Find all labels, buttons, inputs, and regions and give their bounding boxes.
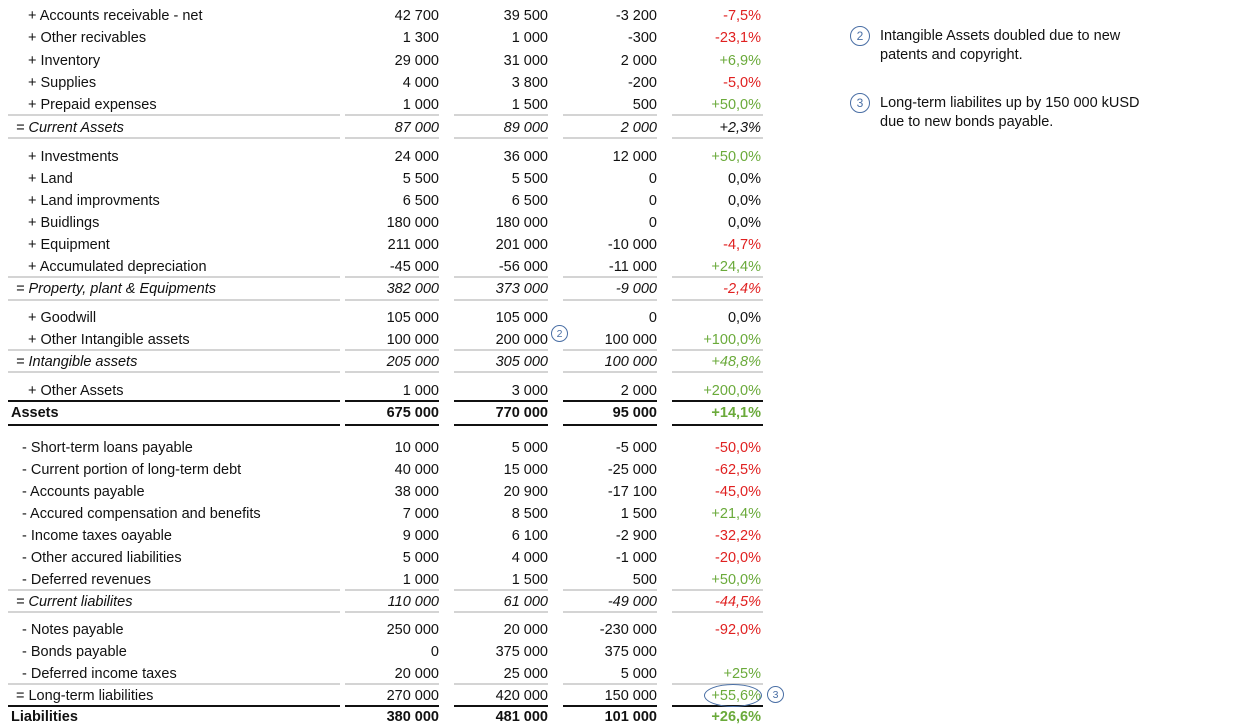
value-prior: 1 300 <box>402 30 439 46</box>
value-percent: -92,0% <box>715 622 761 638</box>
table-row <box>0 234 770 256</box>
value-change: 2 000 <box>620 120 657 136</box>
value-prior: 180 000 <box>386 215 439 231</box>
value-percent: +200,0% <box>703 383 761 399</box>
value-prior: 20 000 <box>394 666 439 682</box>
value-prior: 5 000 <box>402 550 439 566</box>
value-percent: 0,0% <box>727 193 761 209</box>
value-current: 25 000 <box>503 666 548 682</box>
value-change: 5 000 <box>620 666 657 682</box>
value-prior: 6 500 <box>402 193 439 209</box>
highlight-oval <box>704 684 762 707</box>
value-change: -11 000 <box>608 259 657 275</box>
value-percent: -4,7% <box>723 237 761 253</box>
value-current: 420 000 <box>495 688 548 704</box>
table-row <box>0 481 770 503</box>
value-current: 375 000 <box>495 644 548 660</box>
note-2-text: Intangible Assets doubled due to new patents and copyright. <box>880 28 1121 63</box>
table-row <box>0 190 770 212</box>
table-row <box>0 402 770 424</box>
value-prior: 5 500 <box>402 171 439 187</box>
row-label: + Investments <box>28 149 119 165</box>
table-row <box>0 619 770 641</box>
value-current: -56 000 <box>498 259 548 275</box>
value-prior: 382 000 <box>386 281 439 297</box>
value-prior: 380 000 <box>386 709 439 725</box>
row-label: + Equipment <box>28 237 110 253</box>
note-3-text: Long-term liabilites up by 150 000 kUSD due to new bonds payable. <box>880 95 1140 130</box>
value-prior: 9 000 <box>402 528 439 544</box>
value-percent: +21,4% <box>711 506 761 522</box>
value-prior: 29 000 <box>394 53 439 69</box>
value-current: 770 000 <box>495 405 548 421</box>
value-percent: -45,0% <box>715 484 761 500</box>
value-change: -2 900 <box>615 528 657 544</box>
value-percent: -32,2% <box>715 528 761 544</box>
table-row <box>0 351 770 373</box>
row-label: + Accounts receivable - net <box>28 8 203 24</box>
value-change: -1 000 <box>615 550 657 566</box>
value-current: 20 900 <box>503 484 548 500</box>
table-row <box>0 5 770 27</box>
value-prior: 24 000 <box>394 149 439 165</box>
value-change: -230 000 <box>599 622 657 638</box>
value-change: 500 <box>632 97 657 113</box>
value-percent <box>672 641 761 663</box>
value-change: 500 <box>632 572 657 588</box>
value-current: 1 500 <box>511 97 548 113</box>
value-current: 180 000 <box>495 215 548 231</box>
value-percent: +55,6% <box>711 688 761 704</box>
value-prior: 1 000 <box>402 572 439 588</box>
row-label: - Accured compensation and benefits <box>22 506 261 522</box>
table-row <box>0 437 770 459</box>
value-prior: 40 000 <box>394 462 439 478</box>
value-change: 0 <box>648 215 657 231</box>
table-row <box>0 146 770 168</box>
table-row <box>0 569 770 591</box>
value-current: 1 500 <box>511 572 548 588</box>
value-percent: -23,1% <box>715 30 761 46</box>
value-change: 375 000 <box>604 644 657 660</box>
value-change: 150 000 <box>604 688 657 704</box>
value-prior: 270 000 <box>386 688 439 704</box>
row-label: + Inventory <box>28 53 101 69</box>
value-current: 201 000 <box>495 237 548 253</box>
row-label: Assets <box>11 405 59 421</box>
table-row <box>0 307 770 329</box>
value-change: 0 <box>648 171 657 187</box>
value-prior: -45 000 <box>389 259 439 275</box>
value-percent: -44,5% <box>715 594 761 610</box>
value-percent: -20,0% <box>715 550 761 566</box>
row-label: + Land <box>28 171 73 187</box>
value-prior: 211 000 <box>387 237 439 253</box>
value-percent: +50,0% <box>711 149 761 165</box>
value-current: 3 800 <box>511 75 548 91</box>
value-prior: 7 000 <box>402 506 439 522</box>
table-row <box>0 72 770 94</box>
value-prior: 675 000 <box>386 405 439 421</box>
row-label: = Property, plant & Equipments <box>16 281 217 297</box>
table-row <box>0 256 770 278</box>
value-percent: -2,4% <box>723 281 761 297</box>
table-row <box>0 547 770 569</box>
value-current: 3 000 <box>511 383 548 399</box>
value-change: 1 500 <box>620 506 657 522</box>
value-percent: +14,1% <box>711 405 761 421</box>
row-label: = Current Assets <box>16 120 124 136</box>
value-change: -17 100 <box>607 484 657 500</box>
value-current: 200 000 <box>495 332 548 348</box>
value-prior: 38 000 <box>394 484 439 500</box>
value-current: 6 500 <box>511 193 548 209</box>
value-current: 481 000 <box>495 709 548 725</box>
table-row <box>0 380 770 402</box>
row-label: Liabilities <box>11 709 78 725</box>
table-row <box>0 591 770 613</box>
row-label: + Prepaid expenses <box>28 97 157 113</box>
value-prior: 10 000 <box>394 440 439 456</box>
table-row <box>0 50 770 72</box>
row-label: - Bonds payable <box>22 644 127 660</box>
value-change: -200 <box>627 75 657 91</box>
table-row <box>0 212 770 234</box>
value-current: 15 000 <box>503 462 548 478</box>
value-prior: 0 <box>430 644 439 660</box>
table-row <box>0 503 770 525</box>
value-change: -300 <box>627 30 657 46</box>
row-label: + Other Assets <box>28 383 124 399</box>
table-row <box>0 117 770 139</box>
value-change: 2 000 <box>620 383 657 399</box>
value-percent: 0,0% <box>727 310 761 326</box>
table-row <box>0 525 770 547</box>
value-percent: +48,8% <box>711 354 761 370</box>
value-prior: 100 000 <box>386 332 439 348</box>
row-label: + Other recivables <box>28 30 147 46</box>
value-current: 61 000 <box>503 594 548 610</box>
table-row <box>0 94 770 116</box>
value-percent: 0,0% <box>727 171 761 187</box>
value-percent: +6,9% <box>719 53 761 69</box>
value-prior: 110 000 <box>387 594 439 610</box>
row-label: + Land improvments <box>28 193 160 209</box>
table-row <box>0 641 770 663</box>
value-change: 0 <box>648 310 657 326</box>
value-current: 20 000 <box>503 622 548 638</box>
value-change: -9 000 <box>615 281 657 297</box>
row-label: + Accumulated depreciation <box>28 259 207 275</box>
value-percent: +26,6% <box>711 709 761 725</box>
value-current: 39 500 <box>503 8 548 24</box>
table-row <box>0 706 770 728</box>
note-3-marker: 3 <box>850 93 870 113</box>
value-change: 0 <box>648 193 657 209</box>
value-current: 1 000 <box>511 30 548 46</box>
row-label: = Current liabilites <box>16 594 133 610</box>
value-prior: 1 000 <box>402 97 439 113</box>
value-change: 12 000 <box>612 149 657 165</box>
row-label: + Buidlings <box>28 215 100 231</box>
value-percent: -7,5% <box>723 8 761 24</box>
table-row <box>0 459 770 481</box>
value-current: 105 000 <box>495 310 548 326</box>
row-label: = Intangible assets <box>16 354 138 370</box>
value-change: 100 000 <box>604 354 657 370</box>
table-row <box>0 663 770 685</box>
value-current: 5 500 <box>511 171 548 187</box>
row-label: - Accounts payable <box>22 484 145 500</box>
value-percent: -5,0% <box>723 75 761 91</box>
row-label: = Long-term liabilities <box>16 688 154 704</box>
value-current: 89 000 <box>503 120 548 136</box>
value-change: -10 000 <box>607 237 657 253</box>
value-prior: 87 000 <box>394 120 439 136</box>
value-current: 31 000 <box>503 53 548 69</box>
value-change: 100 000 <box>604 332 657 348</box>
value-percent: -50,0% <box>715 440 761 456</box>
marker-3: 3 <box>767 686 784 703</box>
value-current: 8 500 <box>511 506 548 522</box>
row-label: - Deferred revenues <box>22 572 151 588</box>
value-prior: 105 000 <box>386 310 439 326</box>
row-label: - Short-term loans payable <box>22 440 193 456</box>
value-current: 305 000 <box>495 354 548 370</box>
value-change: 101 000 <box>604 709 657 725</box>
value-percent: 0,0% <box>727 215 761 231</box>
value-prior: 42 700 <box>394 8 439 24</box>
value-percent: +2,3% <box>719 120 761 136</box>
value-prior: 1 000 <box>402 383 439 399</box>
value-change: -49 000 <box>607 594 657 610</box>
value-current: 4 000 <box>511 550 548 566</box>
value-current: 373 000 <box>495 281 548 297</box>
value-percent: -62,5% <box>715 462 761 478</box>
value-change: -25 000 <box>607 462 657 478</box>
value-prior: 205 000 <box>386 354 439 370</box>
table-row <box>0 27 770 49</box>
row-label: + Other Intangible assets <box>28 332 190 348</box>
value-percent: +24,4% <box>711 259 761 275</box>
value-percent: +100,0% <box>703 332 761 348</box>
row-label: - Current portion of long-term debt <box>22 462 242 478</box>
value-change: 2 000 <box>620 53 657 69</box>
table-row <box>0 168 770 190</box>
row-label: - Income taxes oayable <box>22 528 172 544</box>
value-current: 5 000 <box>511 440 548 456</box>
value-prior: 250 000 <box>386 622 439 638</box>
row-label: - Deferred income taxes <box>22 666 177 682</box>
value-current: 36 000 <box>503 149 548 165</box>
row-label: + Goodwill <box>28 310 97 326</box>
note-2-marker: 2 <box>850 26 870 46</box>
table-row <box>0 329 770 351</box>
row-label: + Supplies <box>28 75 97 91</box>
value-change: -3 200 <box>615 8 657 24</box>
marker-2: 2 <box>551 325 568 342</box>
row-label: - Notes payable <box>22 622 124 638</box>
row-label: - Other accured liabilities <box>22 550 182 566</box>
value-current: 6 100 <box>511 528 548 544</box>
value-prior: 4 000 <box>402 75 439 91</box>
value-percent: +50,0% <box>711 572 761 588</box>
table-row <box>0 685 770 707</box>
table-row <box>0 278 770 300</box>
value-percent: +50,0% <box>711 97 761 113</box>
value-change: 95 000 <box>612 405 657 421</box>
value-change: -5 000 <box>615 440 657 456</box>
value-percent: +25% <box>723 666 761 682</box>
